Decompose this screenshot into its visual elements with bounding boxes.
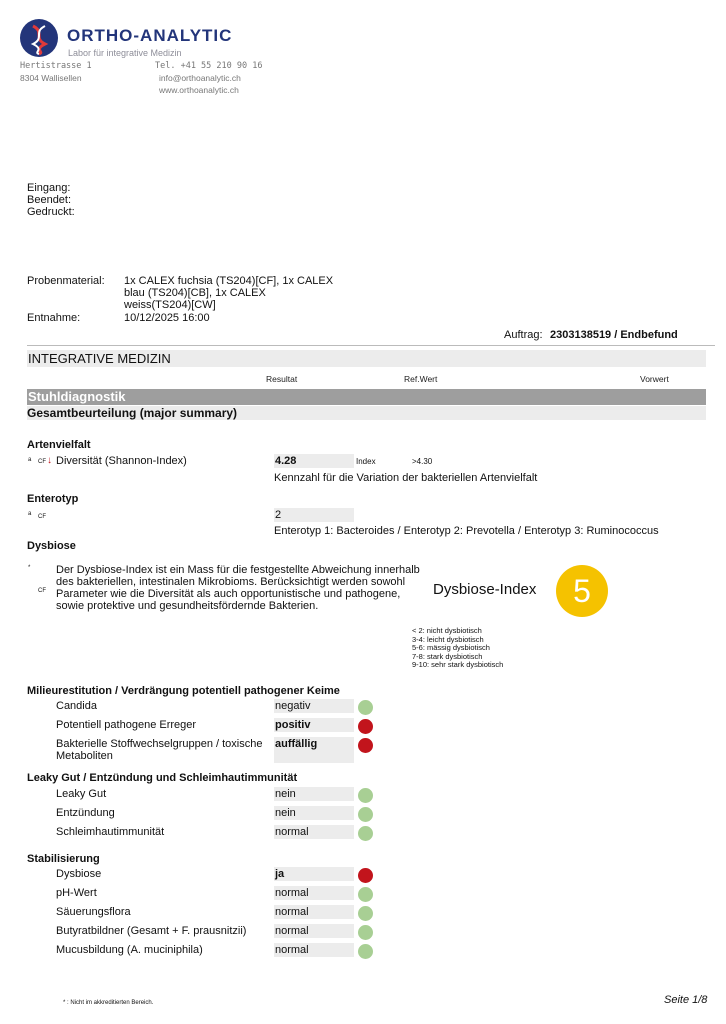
group-stabilisierung-title: Stabilisierung — [27, 853, 100, 865]
diversity-unit: Index — [356, 457, 376, 466]
row-label-schleimhaut: Schleimhautimmunität — [56, 826, 165, 838]
row-value-candida: negativ — [274, 699, 354, 713]
row-value-mucus: normal — [274, 943, 354, 957]
department-title: INTEGRATIVE MEDIZIN — [27, 350, 706, 367]
probenmaterial-label: Probenmaterial: — [27, 275, 105, 287]
row-label-saeuerung: Säuerungsflora — [56, 906, 131, 918]
footer-note: * : Nicht im akkreditierten Bereich. — [63, 1000, 154, 1006]
lab-email: info@orthoanalytic.ch — [159, 73, 241, 83]
row-label-ph: pH-Wert — [56, 887, 97, 899]
row-label-pathogene: Potentiell pathogene Erreger — [56, 719, 197, 731]
dysbiose-legend-item: 5-6: mässig dysbiotisch — [412, 643, 490, 652]
artenvielfalt-marker: a — [28, 457, 32, 463]
lab-city: 8304 Wallisellen — [20, 73, 82, 83]
dysbiose-text-line1: Der Dysbiose-Index ist ein Mass für die festgestellte Abweichung innerhalb — [56, 564, 420, 576]
dysbiose-code: CF — [38, 588, 46, 594]
enterotyp-title: Enterotyp — [27, 493, 79, 505]
row-label-entzuendung: Entzündung — [56, 807, 115, 819]
status-dot-red — [358, 738, 373, 753]
row-value-stoffwechsel: auffällig — [274, 737, 354, 763]
row-label-butyrat: Butyratbildner (Gesamt + F. prausnitzii) — [56, 925, 247, 937]
lab-name: ORTHO-ANALYTIC — [67, 26, 233, 45]
lab-logo-icon — [20, 19, 58, 57]
diversity-label: Diversität (Shannon-Index) — [56, 455, 187, 467]
lab-street: Hertistrasse 1 — [20, 61, 92, 71]
gedruckt-label: Gedruckt: — [27, 206, 75, 218]
enterotyp-value: 2 — [274, 508, 354, 522]
dysbiose-title: Dysbiose — [27, 540, 76, 552]
artenvielfalt-code: CF — [38, 459, 46, 465]
dysbiose-legend-item: 9-10: sehr stark dysbiotisch — [412, 660, 504, 669]
arrow-down-icon: ↓ — [47, 455, 52, 466]
row-value-entzuendung: nein — [274, 806, 354, 820]
summary-title: Gesamtbeurteilung (major summary) — [27, 406, 706, 420]
dysbiose-text-line4: sowie protektive und gesundheitsfördernde Bakterien. — [56, 600, 319, 612]
enterotyp-code: CF — [38, 514, 46, 520]
row-label-stoffwechsel: Bakterielle Stoffwechselgruppen / toxische — [56, 738, 263, 750]
row-value-leaky-gut: nein — [274, 787, 354, 801]
row-value-pathogene: positiv — [274, 718, 354, 732]
lab-subtitle: Labor für integrative Medizin — [68, 48, 182, 58]
beendet-label: Beendet: — [27, 194, 72, 206]
dysbiose-index-value: 5 — [556, 565, 608, 617]
auftrag-label: Auftrag: — [504, 329, 543, 341]
row-label-leaky-gut: Leaky Gut — [56, 788, 107, 800]
row-value-ph: normal — [274, 886, 354, 900]
status-dot-green — [358, 788, 373, 803]
status-dot-green — [358, 925, 373, 940]
enterotyp-note: Enterotyp 1: Bacteroides / Enterotyp 2: Prevotella / Enterotyp 3: Ruminococcus — [274, 525, 659, 537]
row-label-candida: Candida — [56, 700, 97, 712]
row-value-saeuerung: normal — [274, 905, 354, 919]
category-title: Stuhldiagnostik — [27, 389, 706, 405]
status-dot-green — [358, 887, 373, 902]
dysbiose-legend-item: 7-8: stark dysbiotisch — [412, 651, 483, 661]
probenmaterial-line1: 1x CALEX fuchsia (TS204)[CF], 1x CALEX — [124, 275, 334, 287]
entnahme-label: Entnahme: — [27, 312, 81, 324]
auftrag-value: 2303138519 / Endbefund — [550, 329, 678, 341]
lab-website: www.orthoanalytic.ch — [159, 85, 239, 95]
dysbiose-marker: * — [28, 565, 31, 571]
row-value-dysbiose: ja — [274, 867, 354, 881]
status-dot-red — [358, 719, 373, 734]
probenmaterial-line2: blau (TS204)[CB], 1x CALEX — [124, 287, 266, 299]
col-result-header: Resultat — [266, 374, 298, 384]
lab-phone: Tel. +41 55 210 90 16 — [155, 61, 263, 71]
row-value-butyrat: normal — [274, 924, 354, 938]
diversity-note: Kennzahl für die Variation der bakteriellen Artenvielfalt — [274, 472, 538, 484]
header-divider — [27, 345, 715, 346]
col-prev-header: Vorwert — [640, 374, 669, 384]
diversity-ref: >4.30 — [412, 457, 433, 466]
row-label-mucus: Mucusbildung (A. muciniphila) — [56, 944, 203, 956]
group-leaky-title: Leaky Gut / Entzündung und Schleimhautimmunität — [27, 772, 298, 784]
status-dot-green — [358, 826, 373, 841]
dysbiose-legend-item: 3-4: leicht dysbiotisch — [412, 634, 484, 644]
status-dot-red — [358, 868, 373, 883]
probenmaterial-line3: weiss(TS204)[CW] — [124, 299, 216, 311]
col-ref-header: Ref.Wert — [404, 374, 438, 384]
row-value-schleimhaut: normal — [274, 825, 354, 839]
dysbiose-text-line3: Parameter wie die Diversität als auch opportunistische und pathogene, — [56, 588, 401, 600]
dysbiose-legend-item: < 2: nicht dysbiotisch — [412, 626, 482, 635]
status-dot-green — [358, 807, 373, 822]
artenvielfalt-title: Artenvielfalt — [27, 439, 91, 451]
row-label-stoffwechsel-2: Metaboliten — [56, 750, 113, 762]
status-dot-green — [358, 700, 373, 715]
enterotyp-marker: a — [28, 511, 32, 517]
page-number: Seite 1/8 — [664, 994, 708, 1006]
dysbiose-index-label: Dysbiose-Index — [433, 581, 537, 598]
row-label-dysbiose: Dysbiose — [56, 868, 102, 880]
entnahme-value: 10/12/2025 16:00 — [124, 312, 210, 324]
dysbiose-text-line2: des bakteriellen, intestinalen Mikrobioms. Berücksichtigt werden sowohl — [56, 576, 406, 588]
diversity-value: 4.28 — [274, 454, 354, 468]
status-dot-green — [358, 944, 373, 959]
status-dot-green — [358, 906, 373, 921]
group-milieu-title: Milieurestitution / Verdrängung potentiell pathogener Keime — [27, 685, 340, 697]
eingang-label: Eingang: — [27, 182, 71, 194]
